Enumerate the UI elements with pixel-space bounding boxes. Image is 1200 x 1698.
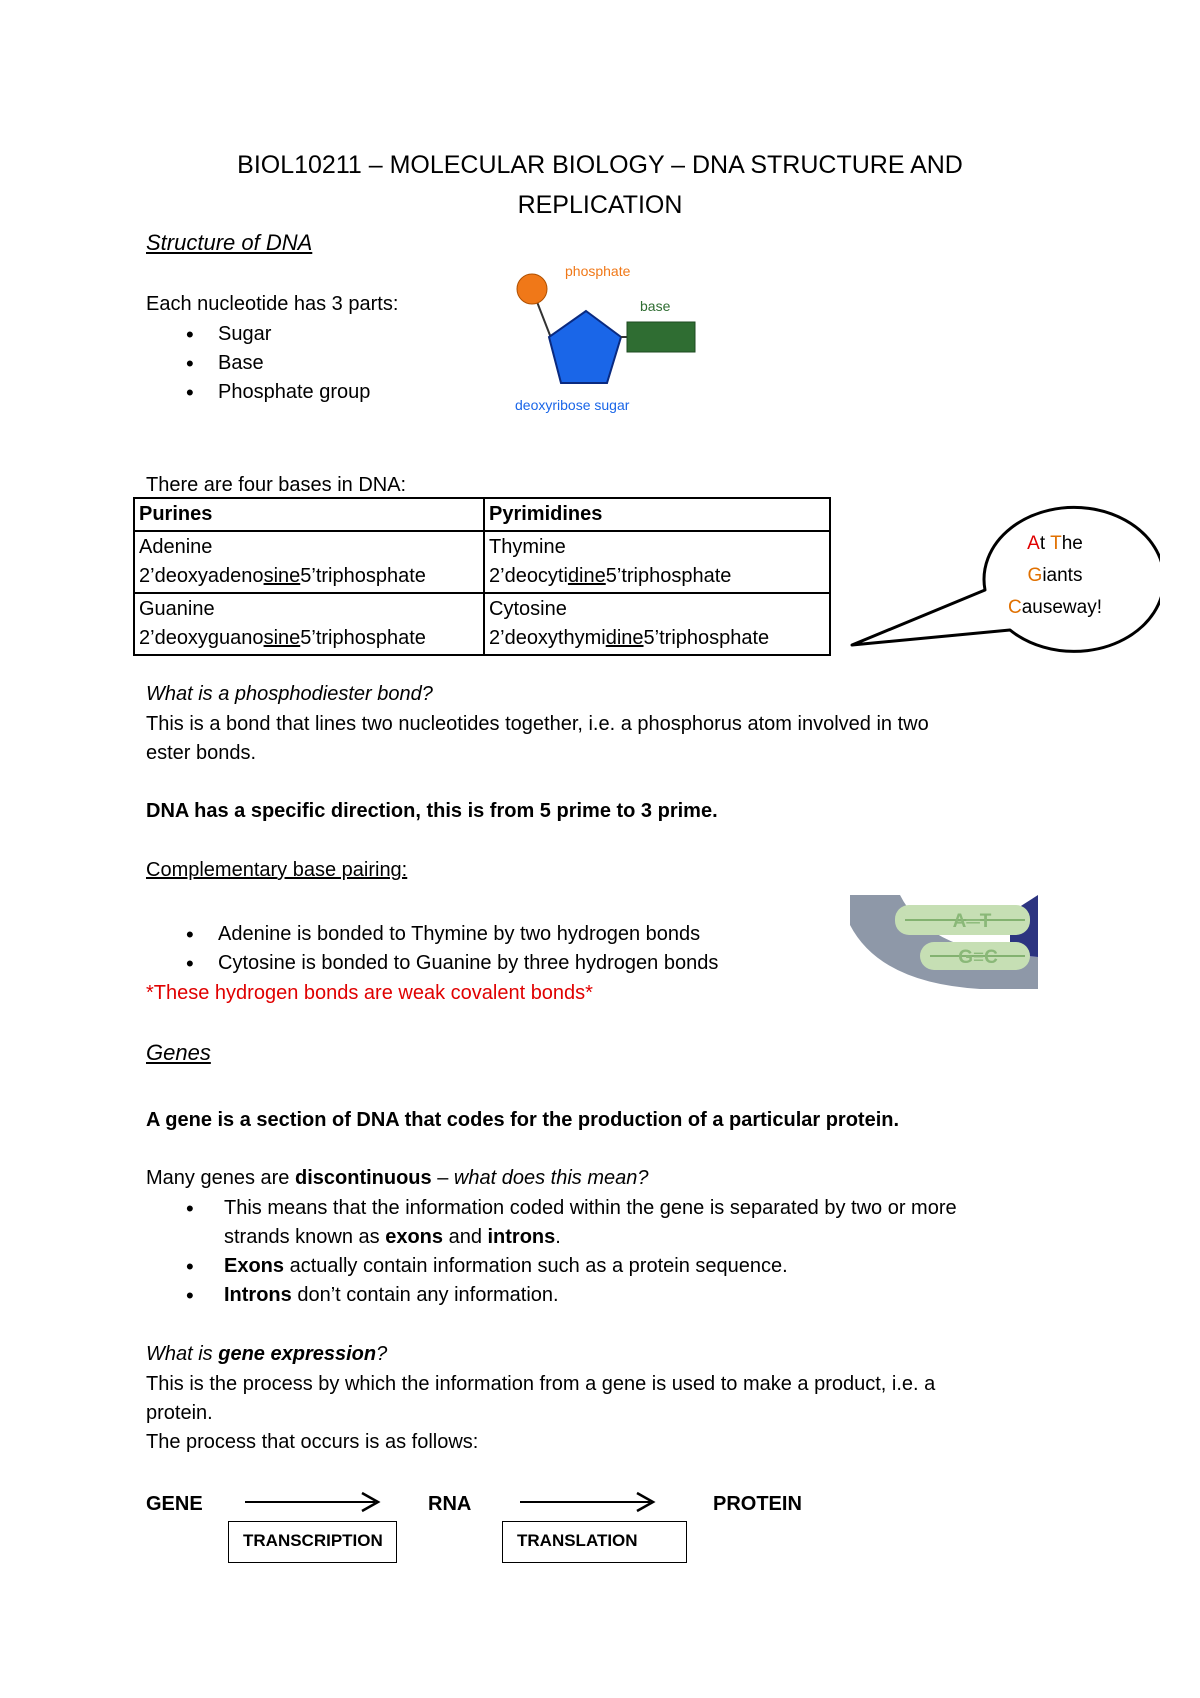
part-item: • Base: [146, 349, 370, 378]
translation-box: TRANSLATION: [502, 1521, 687, 1563]
phosphodiester-question: What is a phosphodiester bond?: [146, 683, 433, 705]
list-item: • Introns don’t contain any information.: [186, 1283, 559, 1308]
base-label: base: [640, 298, 671, 314]
bullet: •: [186, 1283, 194, 1308]
expression-answer-line1: This is the process by which the information from a gene is used to make a product, i.e. a: [146, 1373, 936, 1395]
base-rect: [627, 322, 695, 352]
list-item: • Cytosine is bonded to Guanine by three hydrogen bonds: [146, 949, 718, 978]
base-name: Adenine: [139, 536, 213, 558]
mnemonic-segment: t: [1039, 533, 1051, 554]
table-cell: [134, 531, 484, 593]
pairing-list: [146, 920, 718, 978]
base-name: Thymine: [489, 536, 566, 558]
phosphate-circle: [517, 274, 547, 304]
phosphodiester-answer-line2: ester bonds.: [146, 742, 257, 764]
mnemonic-segment: G: [1027, 565, 1043, 586]
doc-title-line1: BIOL10211 – MOLECULAR BIOLOGY – DNA STRUCTURE AND: [237, 151, 963, 179]
sugar-pentagon: [549, 311, 621, 383]
hydrogen-bond-note: *These hydrogen bonds are weak covalent bonds*: [146, 982, 593, 1004]
arrow-icon: [240, 1490, 390, 1514]
genes-bullets: [146, 1194, 1086, 1310]
table-cell: [484, 593, 830, 655]
mnemonic-segment: he: [1061, 533, 1083, 554]
process-intro: The process that occurs is as follows:: [146, 1431, 479, 1453]
structure-heading: Structure of DNA: [146, 230, 313, 255]
flow-gene: GENE: [146, 1493, 203, 1515]
gc-pair-label: G≡C: [958, 947, 998, 968]
bullet: •: [186, 1196, 194, 1221]
expression-answer-line2: protein.: [146, 1402, 213, 1424]
arrow-icon: [515, 1490, 665, 1514]
bullet: •: [186, 1254, 194, 1279]
expression-question: What is gene expression?: [146, 1343, 388, 1365]
table-row: [134, 531, 830, 593]
base-nucleotide: 2’deoxyadenosine5’triphosphate: [139, 565, 426, 587]
base-nucleotide: 2’deoxyguanosine5’triphosphate: [139, 627, 426, 649]
transcription-box: TRANSCRIPTION: [228, 1521, 397, 1563]
mnemonic-segment: iants: [1042, 565, 1083, 586]
nucleotide-diagram: [505, 255, 705, 425]
nucleotide-intro: Each nucleotide has 3 parts:: [146, 293, 399, 315]
part-item: • Phosphate group: [146, 378, 370, 407]
mnemonic-segment: T: [1050, 533, 1062, 554]
part-item: • Sugar: [146, 320, 370, 349]
base-name: Guanine: [139, 598, 215, 620]
list-item: • Adenine is bonded to Thymine by two hydrogen bonds: [146, 920, 718, 949]
mnemonic-line: [965, 560, 1145, 592]
bases-table: [133, 497, 831, 656]
flow-protein: PROTEIN: [713, 1493, 802, 1515]
list-item: • This means that the information coded within the gene is separated by two or more strands known as exons and introns.: [186, 1196, 957, 1248]
table-cell: [134, 593, 484, 655]
discontinuous-line: Many genes are discontinuous – what does this mean?: [146, 1167, 649, 1189]
mnemonic-line: [965, 592, 1145, 624]
mnemonic-segment: auseway!: [1021, 597, 1102, 618]
base-nucleotide: 2’deoxythymidine5’triphosphate: [489, 627, 770, 649]
genes-heading: Genes: [146, 1040, 211, 1065]
table-row: [134, 593, 830, 655]
purines-header: Purines: [134, 498, 484, 531]
phosphate-label: phosphate: [565, 263, 631, 279]
mnemonic-segment: A: [1027, 533, 1040, 554]
direction-statement: DNA has a specific direction, this is from 5 prime to 3 prime.: [146, 800, 718, 822]
at-pair-label: A═T: [952, 911, 992, 932]
table-cell: [484, 531, 830, 593]
pyrimidines-header: Pyrimidines: [484, 498, 830, 531]
base-name: Cytosine: [489, 598, 567, 620]
bases-intro: There are four bases in DNA:: [146, 474, 407, 496]
table-header-row: [134, 498, 830, 531]
list-item: • Exons actually contain information such as a protein sequence.: [186, 1254, 788, 1279]
base-nucleotide: 2’deocytidine5’triphosphate: [489, 565, 732, 587]
pairing-heading: Complementary base pairing:: [146, 859, 408, 881]
mnemonic-text: [965, 528, 1145, 624]
mnemonic-line: [965, 528, 1145, 560]
gene-definition: A gene is a section of DNA that codes for the production of a particular protein.: [146, 1109, 900, 1131]
nucleotide-parts-list: [146, 320, 370, 407]
base-pairing-diagram: [850, 895, 1038, 989]
flow-rna: RNA: [428, 1493, 472, 1515]
phosphodiester-answer-line1: This is a bond that lines two nucleotides together, i.e. a phosphorus atom involved in two: [146, 713, 929, 735]
doc-title-line2: REPLICATION: [517, 191, 683, 219]
sugar-label: deoxyribose sugar: [515, 397, 630, 413]
mnemonic-segment: C: [1007, 597, 1022, 618]
